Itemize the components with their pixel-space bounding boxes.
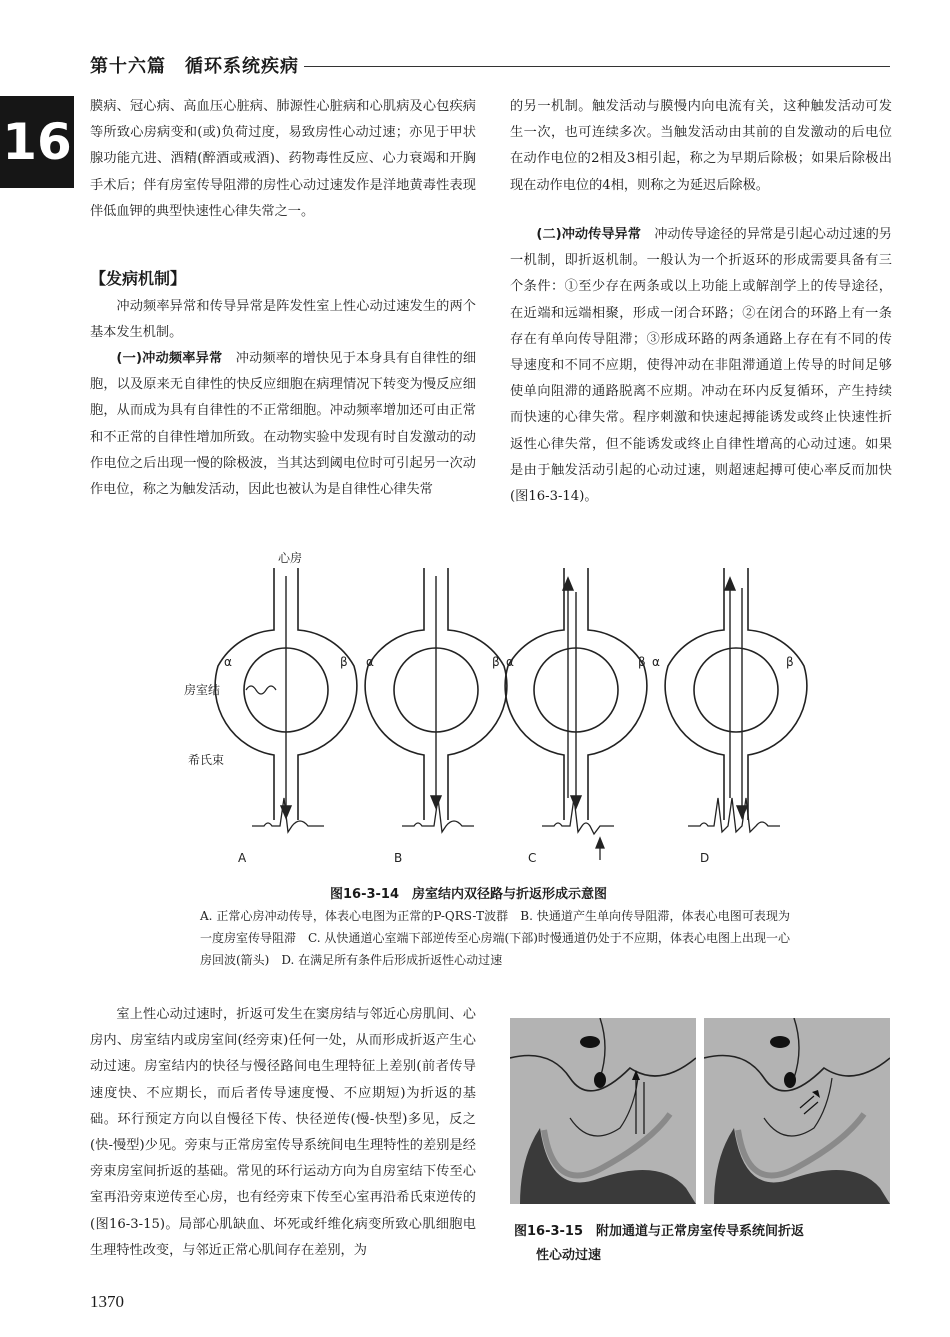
page-number: 1370 [90, 1292, 124, 1311]
label-atrium: 心房 [278, 551, 303, 565]
figure-15-title-line1: 图16-3-15 附加通道与正常房室传导系统间折返 [514, 1224, 805, 1239]
sub2-title: (二)冲动传导异常 [536, 227, 641, 242]
label-beta-a: β [340, 655, 348, 669]
label-alpha-a: α [224, 655, 232, 669]
ecg-traces [252, 798, 780, 834]
label-his-bundle: 希氏束 [188, 753, 225, 767]
intro-paragraph: 膜病、冠心病、高血压心脏病、肺源性心脏病和心肌病及心包疾病等所致心房病变和(或)负荷过度，易致房性心动过速；亦见于甲状腺功能亢进、酒精(醉酒或戒酒)、药物毒性反应、心力衰竭和开胸手术后；伴有房室传导阻滞的房性心动过速发作是洋地黄毒性表现伴低血钾的典型快速性心律失常之一。 [90, 99, 476, 219]
figure-15-caption [514, 1220, 890, 1268]
cont-paragraph: 的另一机制。触发活动与膜慢内向电流有关，这种触发活动可发生一次，也可连续多次。当触发活动由其前的自发激动的后电位在动作电位的2相及3相引起，称之为早期后除极；如果后除极出现在动作电位的4相，则称之为延迟后除极。 [510, 99, 892, 193]
sub1-text: 冲动频率的增快见于本身具有自律性的细胞，以及原来无自律性的快反应细胞在病理情况下转变为慢反应细胞，从而成为具有自律性的不正常细胞。冲动频率增加还可由正常和不正常的自律性增加所致。在动物实验中发现有时自发激动的动作电位之后出现一慢的除极波，当其达到阈电位时可引起另一次动作电位，称之为触发活动，因此也被认为是自律性心律失常 [90, 351, 477, 498]
atrial-echo-arrow [596, 838, 604, 860]
chapter-title: 第十六篇 循环系统疾病 [90, 56, 299, 77]
panel-label-a: A [238, 851, 247, 865]
label-beta-b: β [492, 655, 500, 669]
sub1-paragraph [90, 346, 476, 503]
bottom-paragraph: 室上性心动过速时，折返可发生在窦房结与邻近心房肌间、心房内、房室结内或房室间(经旁束)任何一处，从而形成折返产生心动过速。房室结内的快径与慢径路间电生理特征上差别(前者传导速度快、不应期长，而后者传导速度慢、不应期短)为折返的基础。环行预定方向以自慢径下传、快径逆传(慢-快型)多见，反之(快-慢型)少见。旁束与正常房室传导系统间电生理特性的差别是经旁束房室间折返的基础。常见的环行运动方向为自房室结下传至心室再沿旁束逆传至心房，也有经旁束下传至心室再沿希氏束逆传的(图16-3-15)。局部心肌缺血、坏死或纤维化病变所致心肌细胞电生理特性改变，与邻近正常心肌间存在差别，为 [90, 1007, 476, 1258]
label-beta-d: β [786, 655, 794, 669]
figure-15-photo-right [704, 1018, 890, 1204]
figure-15-photo-left [510, 1018, 696, 1204]
label-av-node: 房室结 [184, 683, 221, 697]
header-rule [304, 66, 890, 67]
mechanism-text: 冲动频率异常和传导异常是阵发性室上性心动过速发生的两个基本发生机制。 [90, 299, 476, 341]
sub2-text: 冲动传导途径的异常是引起心动过速的另一机制，即折返机制。一般认为一个折返环的形成需要具备有三个条件：①至少存在两条或以上功能上或解剖学上的传导途径，在近端和远端相聚，形成一闭合环路；②在闭合的环路上有一条存在有单向传导阻滞；③形成环路的两条通路上存在有不同的传导速度和不同不应期，使得冲动在非阻滞通道上传导的时间足够使单向阻滞的通路脱离不应期。冲动在环内反复循环，产生持续而快速的心律失常。程序刺激和快速起搏能诱发或终止快速性折返性心律失常，但不能诱发或终止自律性增高的心动过速。如果是由于触发活动引起的心动过速，则超速起搏可使心率反而加快(图16-3-14)。 [510, 227, 892, 505]
figure-14-description: A. 正常心房冲动传导，体表心电图为正常的P-QRS-T波群 B. 快通道产生单向传导阻滞，体表心电图可表现为一度房室传导阻滞 C. 从快通道心室端下部逆传至心房端(下部)时慢通道仍处于不应期，体表心电图上出现一心房回波(箭头) D. 在满足所有条件后形成折返性心动过速 [200, 909, 790, 967]
chapter-tab: 16 [0, 96, 74, 188]
figure-14-title: 图16-3-14 房室结内双径路与折返形成示意图 [330, 887, 608, 902]
sub1-title: (一)冲动频率异常 [116, 351, 223, 366]
label-alpha-b: α [366, 655, 374, 669]
panel-d-ring [665, 568, 807, 820]
label-alpha-d: α [652, 655, 660, 669]
conduction-arrows [281, 576, 747, 818]
label-beta-c: β [638, 655, 646, 669]
panel-label-b: B [394, 851, 403, 865]
figure-dual-pathway-diagram [180, 548, 820, 870]
panel-label-c: C [528, 851, 537, 865]
running-header [90, 50, 890, 82]
mechanism-paragraph [90, 294, 476, 346]
sub2-paragraph [510, 222, 892, 510]
section-heading: 【发病机制】 [90, 269, 187, 288]
figure-15-title-line2: 性心动过速 [536, 1248, 602, 1263]
panel-label-d: D [700, 851, 710, 865]
label-alpha-c: α [506, 655, 514, 669]
